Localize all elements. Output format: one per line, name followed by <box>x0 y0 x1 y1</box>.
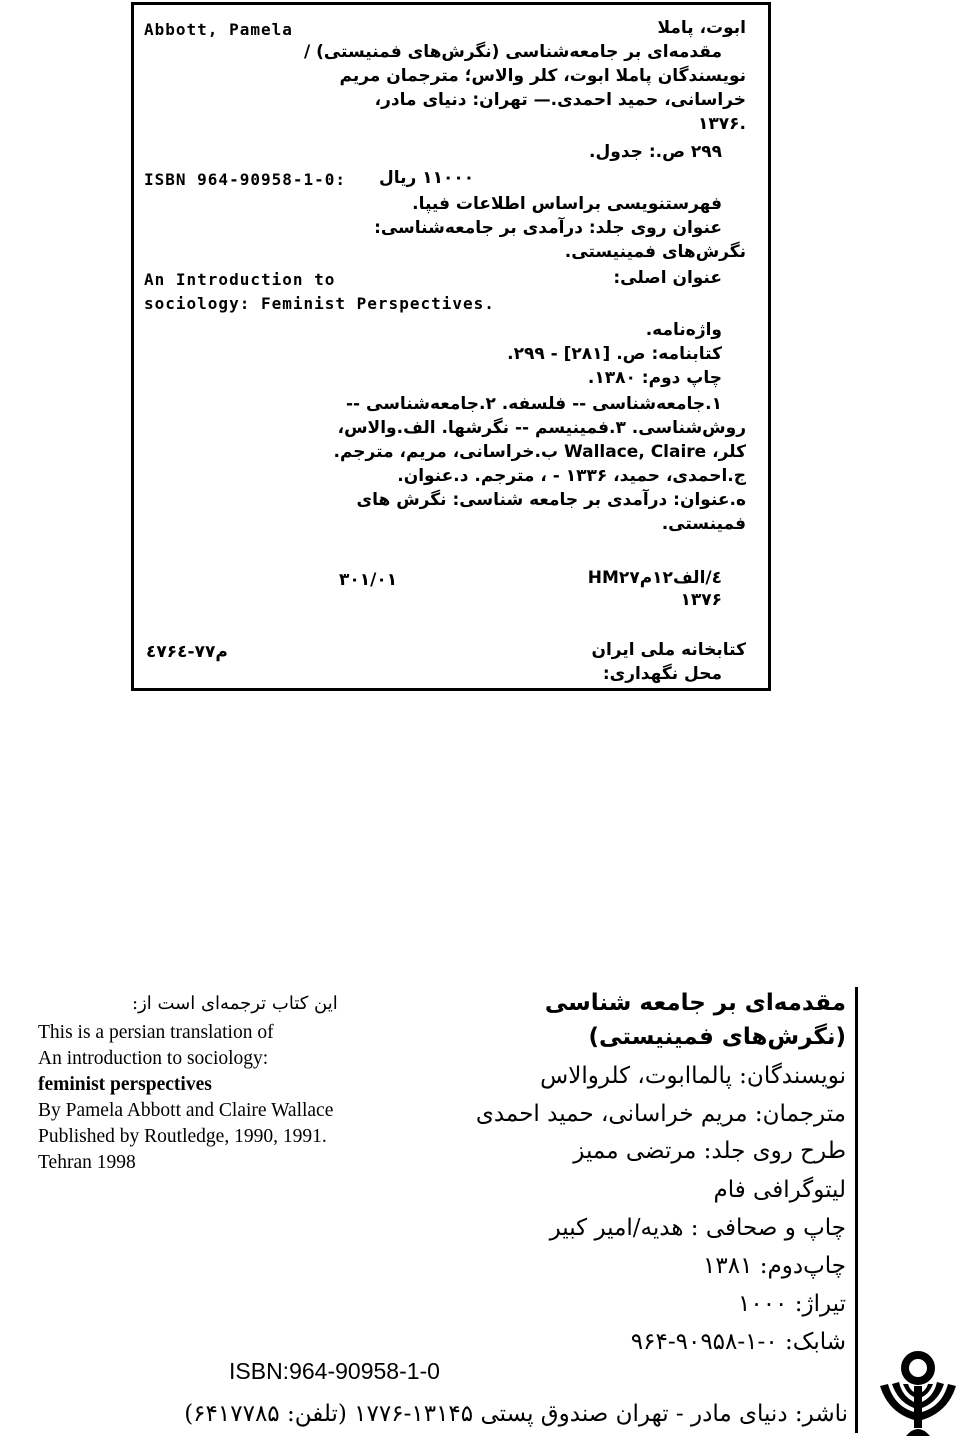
price: ۱۱۰۰۰ ریال <box>379 168 475 188</box>
author-latin: Abbott, Pamela <box>144 20 293 39</box>
book-title: مقدمه‌ای بر جامعه شناسی <box>544 990 846 1016</box>
circulation: تیراژ: ۱۰۰۰ <box>737 1291 846 1317</box>
library-name: کتابخانه ملی ایران <box>591 640 746 660</box>
bibliography-note: کتابنامه: ص. [۲۸۱] - ۲۹۹. <box>507 344 722 364</box>
translation-note-line: Published by Routledge, 1990, 1991. <box>38 1126 327 1147</box>
cover-title: عنوان روی جلد: درآمدی بر جامعه‌شناسی: <box>374 218 722 238</box>
original-title: sociology: Feminist Perspectives. <box>144 294 495 313</box>
publisher-tree-logo-icon <box>870 1350 966 1436</box>
lc-call-number: HM۲٤/الف۱۲م۷ <box>587 568 722 588</box>
subject-line: ج.احمدی، حمید، ۱۳۳۶ - ، مترجم. د.عنوان. <box>397 466 746 486</box>
cover-title: نگرش‌های فمینیستی. <box>564 242 746 262</box>
translation-note-line: feminist perspectives <box>38 1074 212 1095</box>
translators: مترجمان: مریم خراسانی، حمید احمدی <box>475 1101 846 1127</box>
printing-binding: چاپ و صحافی : هدیه/امیر کبیر <box>549 1215 846 1241</box>
translation-note-line: Tehran 1998 <box>38 1152 136 1173</box>
original-title: An Introduction to <box>144 270 336 289</box>
subject-line: ۱.جامعه‌شناسی -- فلسفه. ۲.جامعه‌شناسی -- <box>345 394 722 414</box>
authors: نویسندگان: پالماابوت، کلروالاس <box>540 1063 846 1089</box>
glossary-note: واژه‌نامه. <box>645 320 722 340</box>
publisher-info: ناشر: دنیای مادر - تهران صندوق پستی ۱۳۱۴۵-۱۷۷۶ (تلفن: ۶۴۱۷۷۸۵) <box>184 1401 848 1427</box>
lithography: لیتوگرافی فام <box>713 1177 846 1203</box>
book-subtitle: (نگرش‌های فمینیستی) <box>588 1024 846 1050</box>
isbn-latin: ISBN:964-90958-1-0 <box>229 1358 440 1384</box>
second-print: چاپ‌دوم: ۱۳۸۱ <box>703 1253 846 1279</box>
translation-note-line: An introduction to sociology: <box>38 1048 269 1069</box>
subject-line: ه.عنوان: درآمدی بر جامعه شناسی: نگرش های <box>356 490 746 510</box>
original-title-label: عنوان اصلی: <box>613 268 722 288</box>
title-line: نویسندگان پاملا ابوت، کلر والاس؛ مترجمان مریم <box>339 66 746 86</box>
cover-design: طرح روی جلد: مرتضی ممیز <box>573 1138 846 1164</box>
title-line: مقدمه‌ای بر جامعه‌شناسی (نگرش‌های فمنیستی) / <box>303 42 722 62</box>
second-edition-note: چاپ دوم: ۱۳۸۰. <box>587 368 722 388</box>
subject-line: روش‌شناسی. ۳.فمینیسم -- نگرشها. الف.والاس، <box>337 418 746 438</box>
title-line: ۱۳۷۶. <box>698 114 746 134</box>
subject-line: کلر، Wallace, Claire ب.خراسانی، مریم، مترجم. <box>333 442 746 462</box>
cip-catalog-card <box>131 2 771 691</box>
translation-note-line: This is a persian translation of <box>38 1022 274 1043</box>
subject-line: فمینستی. <box>661 514 746 534</box>
author-persian: ابوت، پاملا <box>657 18 746 38</box>
title-line: خراسانی، حمید احمدی.— تهران: دنیای مادر، <box>374 90 746 110</box>
fipa-note: فهرستنویسی براساس اطلاعات فیپا. <box>412 194 722 214</box>
translation-note <box>38 1020 333 1176</box>
vertical-divider <box>855 987 858 1433</box>
storage-location: محل نگهداری: <box>602 664 722 684</box>
translation-note-line: By Pamela Abbott and Claire Wallace <box>38 1100 334 1121</box>
translation-note-label: این کتاب ترجمه‌ای است از: <box>132 993 338 1014</box>
record-number: م۷۷-٤۷۶٤ <box>146 642 228 662</box>
isbn-persian: شابک: ۰-۱-۹۰۹۵۸-۹۶۴ <box>630 1329 846 1355</box>
lc-call-year: ۱۳۷۶ <box>680 590 722 610</box>
dewey-number: ۳۰۱/۰۱ <box>339 570 398 590</box>
pages-info: ۲۹۹ ص.: جدول. <box>589 142 722 162</box>
isbn-latin: ISBN 964-90958-1-0: <box>144 170 347 189</box>
